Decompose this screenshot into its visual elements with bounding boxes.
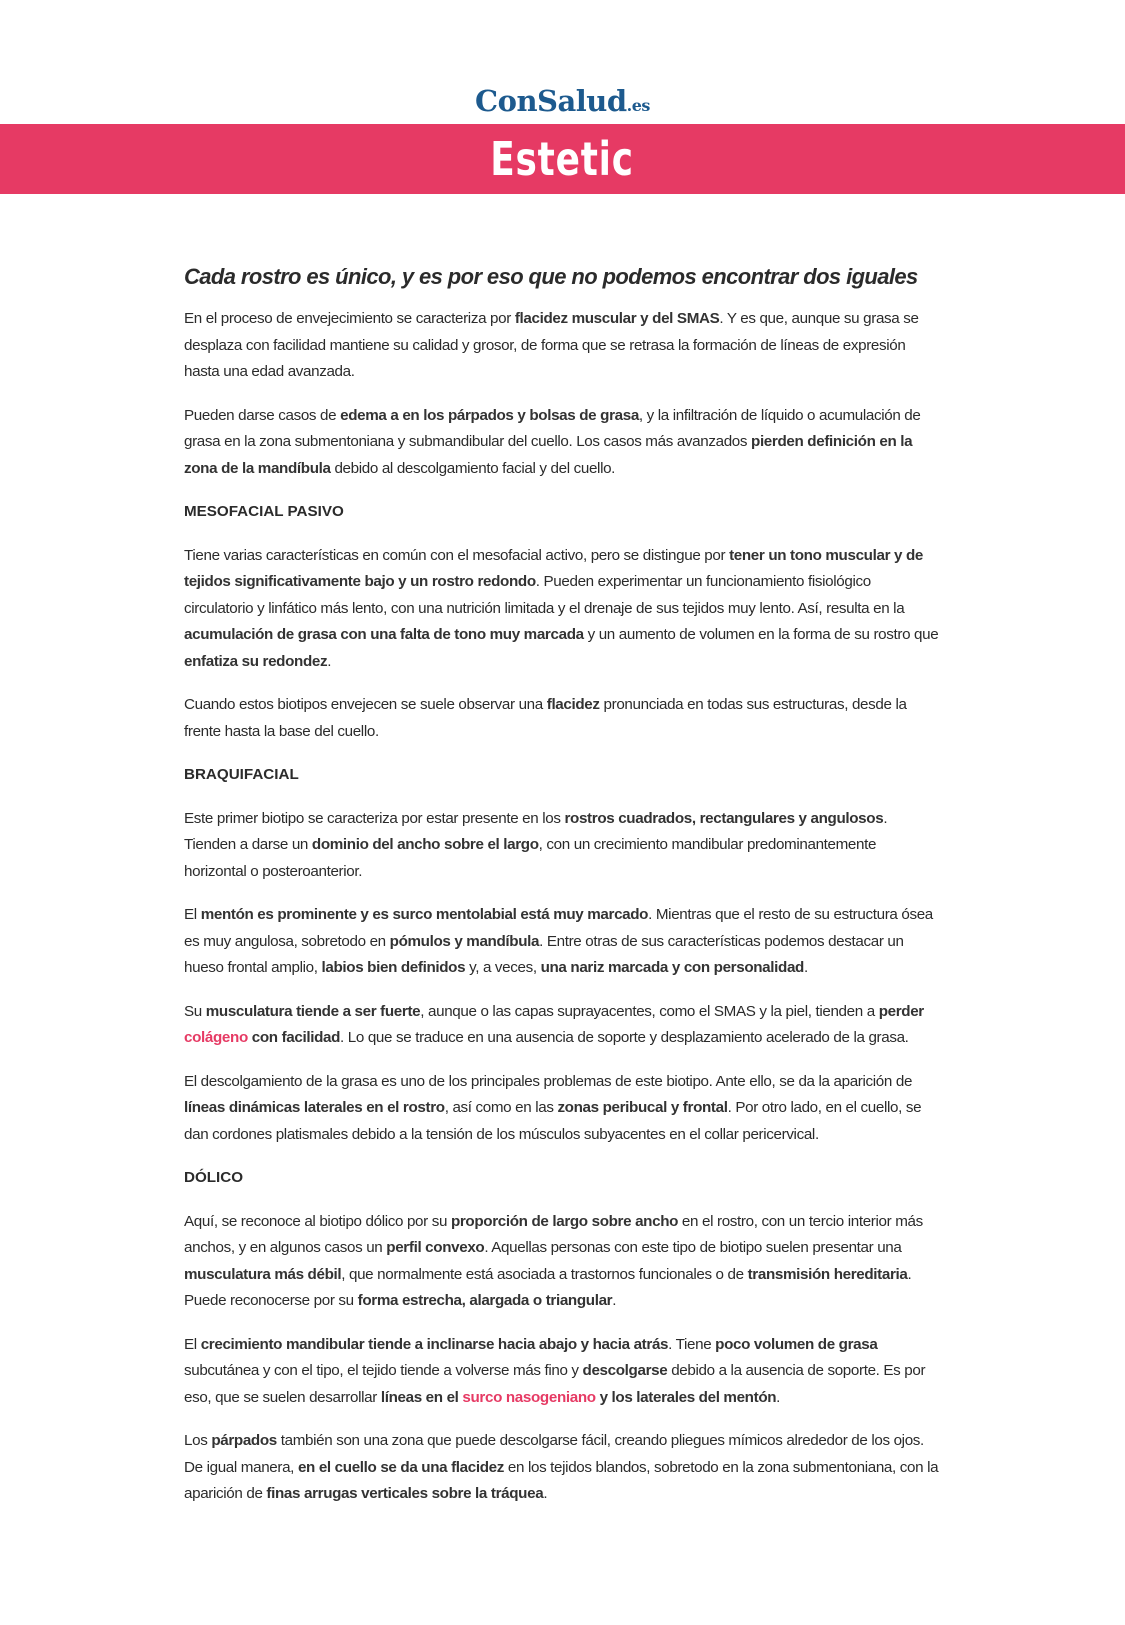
logo-text: ConSalud <box>475 84 627 118</box>
emphasis: transmisión hereditaria <box>747 1265 908 1283</box>
text: . Mientras que el resto de su estructura ósea es muy angulosa, sobretodo en <box>184 906 933 950</box>
text: Tiene varias características en común con el mesofacial activo, pero se distingue por <box>184 546 730 564</box>
text: Este primer biotipo se caracteriza por estar presente en los <box>184 809 565 827</box>
banner-title: Estetic <box>490 132 635 186</box>
paragraph-3 <box>184 543 940 676</box>
emphasis: labios bien definidos <box>321 959 466 976</box>
section-title-mesofacial: MESOFACIAL PASIVO <box>184 503 344 520</box>
text: en los tejidos blandos, sobretodo en la zona submentoniana, con la aparición de <box>184 1458 939 1502</box>
text: El descolgamiento de la grasa es uno de los principales problemas de este biotipo. Ante ello, se da la aparición de <box>184 1072 913 1090</box>
emphasis: párpados <box>211 1432 277 1449</box>
text: , así como en las <box>444 1099 558 1116</box>
emphasis: y los laterales del mentón <box>599 1388 777 1406</box>
emphasis: dominio del ancho sobre el largo <box>311 836 539 853</box>
text: . Lo que se traduce en una ausencia de soporte y desplazamiento acelerado de la grasa. <box>340 1029 909 1046</box>
emphasis: pierden definición en la zona de la mandíbula <box>184 433 913 477</box>
text: y un aumento de volumen en la forma de su rostro que <box>583 626 939 643</box>
text: . Tienden a darse un <box>184 809 888 853</box>
logo-tld: .es <box>626 96 650 115</box>
paragraph-6 <box>184 902 940 982</box>
text: . Pueden experimentar un funcionamiento fisiológico circulatorio y linfático más lento, con una nutrición limitada y el drenaje de sus tejidos muy lento. Así, resulta en la <box>184 573 905 617</box>
emphasis: acumulación de grasa con una falta de tono muy marcada <box>184 626 584 643</box>
text: . <box>803 959 808 976</box>
emphasis: musculatura más débil <box>184 1265 342 1283</box>
emphasis: rostros cuadrados, rectangulares y angulosos <box>564 809 884 827</box>
emphasis: perfil convexo <box>386 1239 485 1256</box>
text: debido al descolgamiento facial y del cuello. <box>330 459 616 477</box>
emphasis: zonas peribucal y frontal <box>557 1099 728 1116</box>
emphasis: enfatiza su redondez <box>184 652 328 670</box>
paragraph-7 <box>184 999 940 1052</box>
emphasis: en el cuello se da una flacidez <box>297 1458 505 1476</box>
paragraph-9 <box>184 1209 940 1315</box>
section-title-dolico: DÓLICO <box>184 1169 244 1186</box>
emphasis: flacidez <box>546 696 600 713</box>
emphasis: flacidez muscular y del SMAS <box>514 310 720 327</box>
text: subcutánea y con el tipo, el tejido tiende a volverse más fino y <box>184 1362 583 1379</box>
emphasis: poco volumen de grasa <box>715 1335 878 1353</box>
text: , que normalmente está asociada a trastornos funcionales o de <box>341 1265 748 1283</box>
emphasis: mentón es prominente y es surco mentolabial está muy marcado <box>200 906 649 923</box>
paragraph-5 <box>184 806 940 886</box>
text: pronunciada en todas sus estructuras, desde la frente hasta la base del cuello. <box>184 696 907 740</box>
text: , aunque o las capas suprayacentes, como el SMAS y la piel, tienden a <box>420 1002 879 1020</box>
text: . <box>327 652 332 670</box>
emphasis: proporción de largo sobre ancho <box>450 1212 679 1230</box>
text: en el rostro, con un tercio interior más anchos, y en algunos casos un <box>184 1212 923 1256</box>
emphasis: crecimiento mandibular tiende a inclinarse hacia abajo y hacia atrás <box>200 1335 669 1353</box>
link-surco-nasogeniano[interactable]: surco nasogeniano <box>462 1388 596 1406</box>
text: Cuando estos biotipos envejecen se suele observar una <box>184 696 547 713</box>
text: . <box>543 1485 548 1502</box>
article-body <box>184 262 940 1525</box>
section-banner <box>0 124 1125 194</box>
paragraph-1 <box>184 306 940 386</box>
paragraph-8 <box>184 1069 940 1149</box>
text: , y la infiltración de líquido o acumulación de grasa en la zona submentoniana y submandibular del cuello. Los casos más avanzados <box>184 406 921 450</box>
article-heading: Cada rostro es único, y es por eso que no podemos encontrar dos iguales <box>184 264 918 289</box>
emphasis: descolgarse <box>582 1362 668 1379</box>
emphasis: pómulos y mandíbula <box>389 932 540 950</box>
text: Los <box>184 1432 212 1449</box>
emphasis: líneas dinámicas laterales en el rostro <box>184 1099 445 1116</box>
emphasis: finas arrugas verticales sobre la tráquea <box>266 1485 544 1502</box>
emphasis: forma estrecha, alargada o triangular <box>357 1292 613 1309</box>
emphasis: edema a en los párpados y bolsas de grasa <box>340 406 639 424</box>
text: . Puede reconocerse por su <box>184 1265 912 1309</box>
link-colageno[interactable]: colágeno <box>184 1029 248 1046</box>
text: El <box>184 1335 201 1353</box>
paragraph-4 <box>184 692 940 745</box>
text: . <box>612 1292 617 1309</box>
paragraph-10 <box>184 1332 940 1412</box>
text: y, a veces, <box>465 959 541 976</box>
section-title-braquifacial: BRAQUIFACIAL <box>184 766 299 783</box>
text: . Tiene <box>668 1335 716 1353</box>
text: , con un crecimiento mandibular predominantemente horizontal o posteroanterior. <box>184 836 877 880</box>
text: . Por otro lado, en el cuello, se dan cordones platismales debido a la tensión de los músculos subyacentes en el collar pericervical. <box>184 1099 922 1143</box>
emphasis: musculatura tiende a ser fuerte <box>205 1002 421 1020</box>
text: . Aquellas personas con este tipo de biotipo suelen presentar una <box>484 1239 902 1256</box>
emphasis: una nariz marcada y con personalidad <box>540 959 804 976</box>
text: . Entre otras de sus características podemos destacar un hueso frontal amplio, <box>184 932 904 976</box>
text: En el proceso de envejecimiento se caracteriza por <box>184 310 515 327</box>
emphasis: líneas en el <box>380 1388 459 1406</box>
consalud-logo[interactable] <box>0 84 1125 118</box>
text: . Y es que, aunque su grasa se desplaza con facilidad mantiene su calidad y grosor, de forma que se retrasa la formación de líneas de expresión hasta una edad avanzada. <box>184 310 919 380</box>
paragraph-11 <box>184 1428 940 1508</box>
text: Pueden darse casos de <box>184 406 341 424</box>
text: Su <box>184 1002 206 1020</box>
emphasis: con facilidad <box>251 1029 341 1046</box>
text: debido a la ausencia de soporte. Es por eso, que se suelen desarrollar <box>184 1362 926 1406</box>
text: . <box>776 1388 781 1406</box>
text: también son una zona que puede descolgarse fácil, creando pliegues mímicos alrededor de los ojos. De igual manera, <box>184 1432 924 1476</box>
paragraph-2 <box>184 403 940 483</box>
emphasis: perder <box>878 1002 924 1020</box>
emphasis: tener un tono muscular y de tejidos significativamente bajo y un rostro redondo <box>184 546 923 590</box>
text: Aquí, se reconoce al biotipo dólico por su <box>184 1212 451 1230</box>
text: El <box>184 906 201 923</box>
